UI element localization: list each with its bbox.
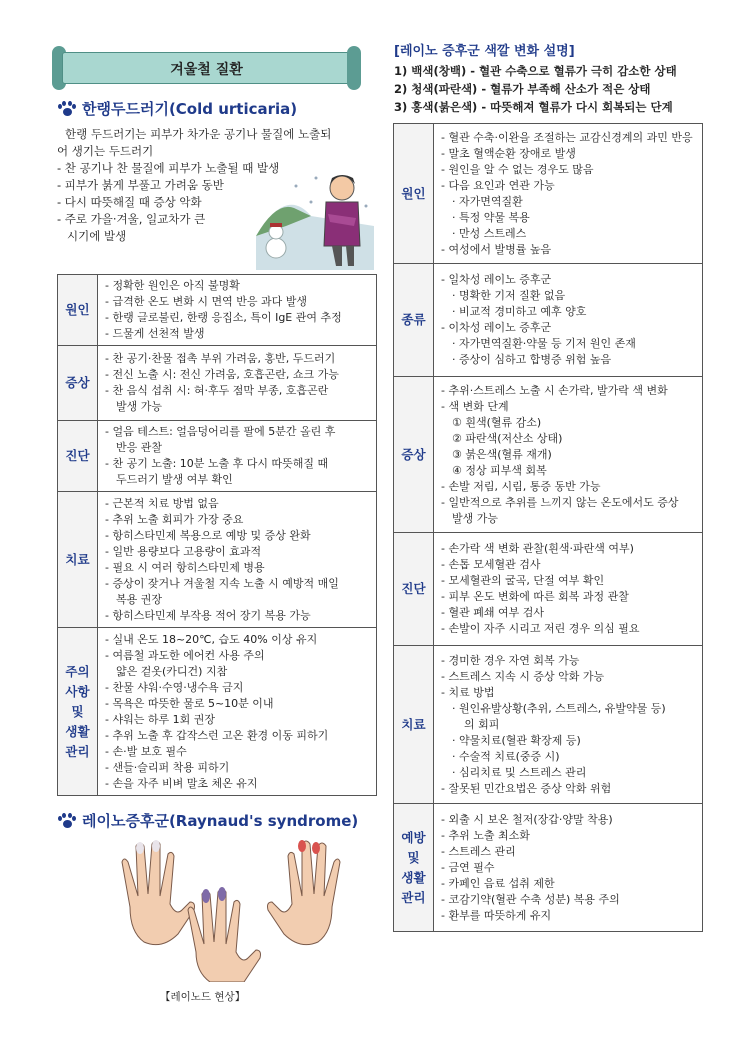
raynaud-title: 레이노증후군(Raynaud's syndrome)	[82, 812, 359, 830]
table-row	[394, 804, 703, 932]
intro-bullet: 시기에 발생	[67, 229, 127, 243]
row-label-diagnosis: 진단	[394, 533, 434, 646]
row-label-treatment: 치료	[58, 492, 98, 628]
row-body-diagnosis: - 손가락 색 변화 관찰(흰색·파란색 여부) - 손톱 모세혈관 검사 - 모세혈관의 굴곡, 단절 여부 확인 - 피부 온도 변화에 따른 회복 과정 관찰 - 혈관 폐쇄 여부 검사 - 손발이 자주 시리고 저린 경우 의심 필요	[434, 533, 703, 646]
legend-item: 3) 홍색(붉은색) - 따뜻해져 혈류가 다시 회복되는 단계	[394, 100, 673, 114]
cold-urticaria-title: 한랭두드러기(Cold urticaria)	[82, 100, 298, 118]
table-row	[394, 533, 703, 646]
intro-bullet: - 찬 공기나 찬 물질에 피부가 노출될 때 발생	[57, 161, 280, 175]
row-body-treatment: - 경미한 경우 자연 회복 가능 - 스트레스 지속 시 증상 악화 가능 - 치료 방법 · 원인유발상황(추위, 스트레스, 유발약물 등) 의 회피 · 약물치료(혈관 확장제 등) · 수술적 치료(중증 시) · 심리치료 및 스트레스 관리 - 잘못된 민간요법은 증상 악화 위험	[434, 646, 703, 804]
intro-line: 어 생기는 두드러기	[57, 144, 154, 158]
row-label-prevention: 예방 및 생활 관리	[394, 804, 434, 932]
row-body-care: - 실내 온도 18~20℃, 습도 40% 이상 유지 - 여름철 과도한 에어컨 사용 주의 얇은 겉옷(카디건) 지참 - 찬물 샤워·수영·냉수욕 금지 - 목욕은 따뜻한 물로 5~10분 이내 - 샤워는 하루 1회 권장 - 추위 노출 후 갑작스런 고온 환경 이동 피하기 - 손·발 보호 필수 - 샌들·슬리퍼 착용 피하기 - 손을 자주 비벼 말초 체온 유지	[98, 628, 377, 796]
table-row	[394, 264, 703, 377]
row-body-cause: - 정확한 원인은 아직 불명확 - 급격한 온도 변화 시 면역 반응 과다 발생 - 한랭 글로불린, 한랭 응집소, 특이 IgE 관여 추정 - 드물게 선천적 발생	[98, 275, 377, 346]
row-body-type: - 일차성 레이노 증후군 · 명확한 기저 질환 없음 · 비교적 경미하고 예후 양호 - 이차성 레이노 증후군 · 자가면역질환·약물 등 기저 원인 존재 · 증상이 심하고 합병증 위험 높음	[434, 264, 703, 377]
color-change-title: [레이노 증후군 색깔 변화 설명]	[394, 44, 575, 59]
legend-item: 1) 백색(창백) - 혈관 수축으로 혈류가 극히 감소한 상태	[394, 64, 677, 78]
table-row	[394, 646, 703, 804]
row-body-treatment: - 근본적 치료 방법 없음 - 추위 노출 회피가 가장 중요 - 항히스타민제 복용으로 예방 및 증상 완화 - 일반 용량보다 고용량이 효과적 - 필요 시 여러 항히스타민제 병용 - 증상이 잦거나 겨울철 지속 노출 시 예방적 매일 복용 권장 - 항히스타민제 부작용 적어 장기 복용 가능	[98, 492, 377, 628]
banner	[50, 46, 363, 92]
intro-bullet: - 다시 따뜻해질 때 증상 악화	[57, 195, 202, 209]
row-body-diagnosis: - 얼음 테스트: 얼음덩어리를 팔에 5분간 올린 후 반응 관찰 - 찬 공기 노출: 10분 노출 후 다시 따뜻해질 때 두드러기 발생 여부 확인	[98, 421, 377, 492]
intro-line: 한랭 두드러기는 피부가 차가운 공기나 물질에 노출되	[65, 127, 332, 141]
row-body-cause: - 혈관 수축·이완을 조절하는 교감신경계의 과민 반응 - 말초 혈액순환 장애로 발생 - 원인을 알 수 없는 경우도 많음 - 다음 요인과 연관 가능 · 자가면역질환 · 특정 약물 복용 · 만성 스트레스 - 여성에서 발병률 높음	[434, 124, 703, 264]
row-body-prevention: - 외출 시 보온 철저(장갑·양말 착용) - 추위 노출 최소화 - 스트레스 관리 - 금연 필수 - 카페인 음료 섭취 제한 - 코감기약(혈관 수축 성분) 복용 주의 - 환부를 따뜻하게 유지	[434, 804, 703, 932]
row-body-symptom: - 찬 공기·찬물 접촉 부위 가려움, 홍반, 두드러기 - 전신 노출 시: 전신 가려움, 호흡곤란, 쇼크 가능 - 찬 음식 섭취 시: 혀·후두 점막 부종, 호흡곤란 발생 가능	[98, 346, 377, 421]
paw-print-icon	[58, 101, 76, 117]
table-row	[58, 275, 377, 346]
intro-bullet: - 피부가 붉게 부풀고 가려움 동반	[57, 178, 224, 192]
raynaud-heading	[58, 810, 358, 831]
raynaud-table	[393, 123, 703, 932]
row-label-care: 주의 사항 및 생활 관리	[58, 628, 98, 796]
figure-caption: 【레이노드 현상】	[160, 991, 246, 1003]
row-body-symptom: - 추위·스트레스 노출 시 손가락, 발가락 색 변화 - 색 변화 단계 ① 흰색(혈류 감소) ② 파란색(저산소 상태) ③ 붉은색(혈류 재개) ④ 정상 피부색 회복 - 손발 저림, 시림, 통증 동반 가능 - 일반적으로 추위를 느끼지 않는 온도에서도 증상 발생 가능	[434, 377, 703, 533]
row-label-cause: 원인	[394, 124, 434, 264]
color-change-legend	[394, 62, 677, 116]
table-row	[58, 346, 377, 421]
person-cold-snowman-illustration	[256, 166, 374, 270]
table-row	[58, 492, 377, 628]
paw-print-icon	[58, 813, 76, 829]
intro-bullet: - 주로 가을·겨울, 일교차가 큰	[57, 212, 206, 226]
banner-title: 겨울철 질환	[170, 62, 243, 78]
legend-item: 2) 청색(파란색) - 혈류가 부족해 산소가 적은 상태	[394, 82, 651, 96]
cold-urticaria-heading	[58, 98, 297, 119]
table-row	[394, 124, 703, 264]
row-label-diagnosis: 진단	[58, 421, 98, 492]
table-row	[58, 421, 377, 492]
row-label-symptom: 증상	[394, 377, 434, 533]
row-label-symptom: 증상	[58, 346, 98, 421]
table-row	[394, 377, 703, 533]
row-label-type: 종류	[394, 264, 434, 377]
table-row	[58, 628, 377, 796]
row-label-cause: 원인	[58, 275, 98, 346]
raynaud-hands-illustration	[100, 832, 350, 982]
cold-urticaria-table	[57, 274, 377, 796]
row-label-treatment: 치료	[394, 646, 434, 804]
